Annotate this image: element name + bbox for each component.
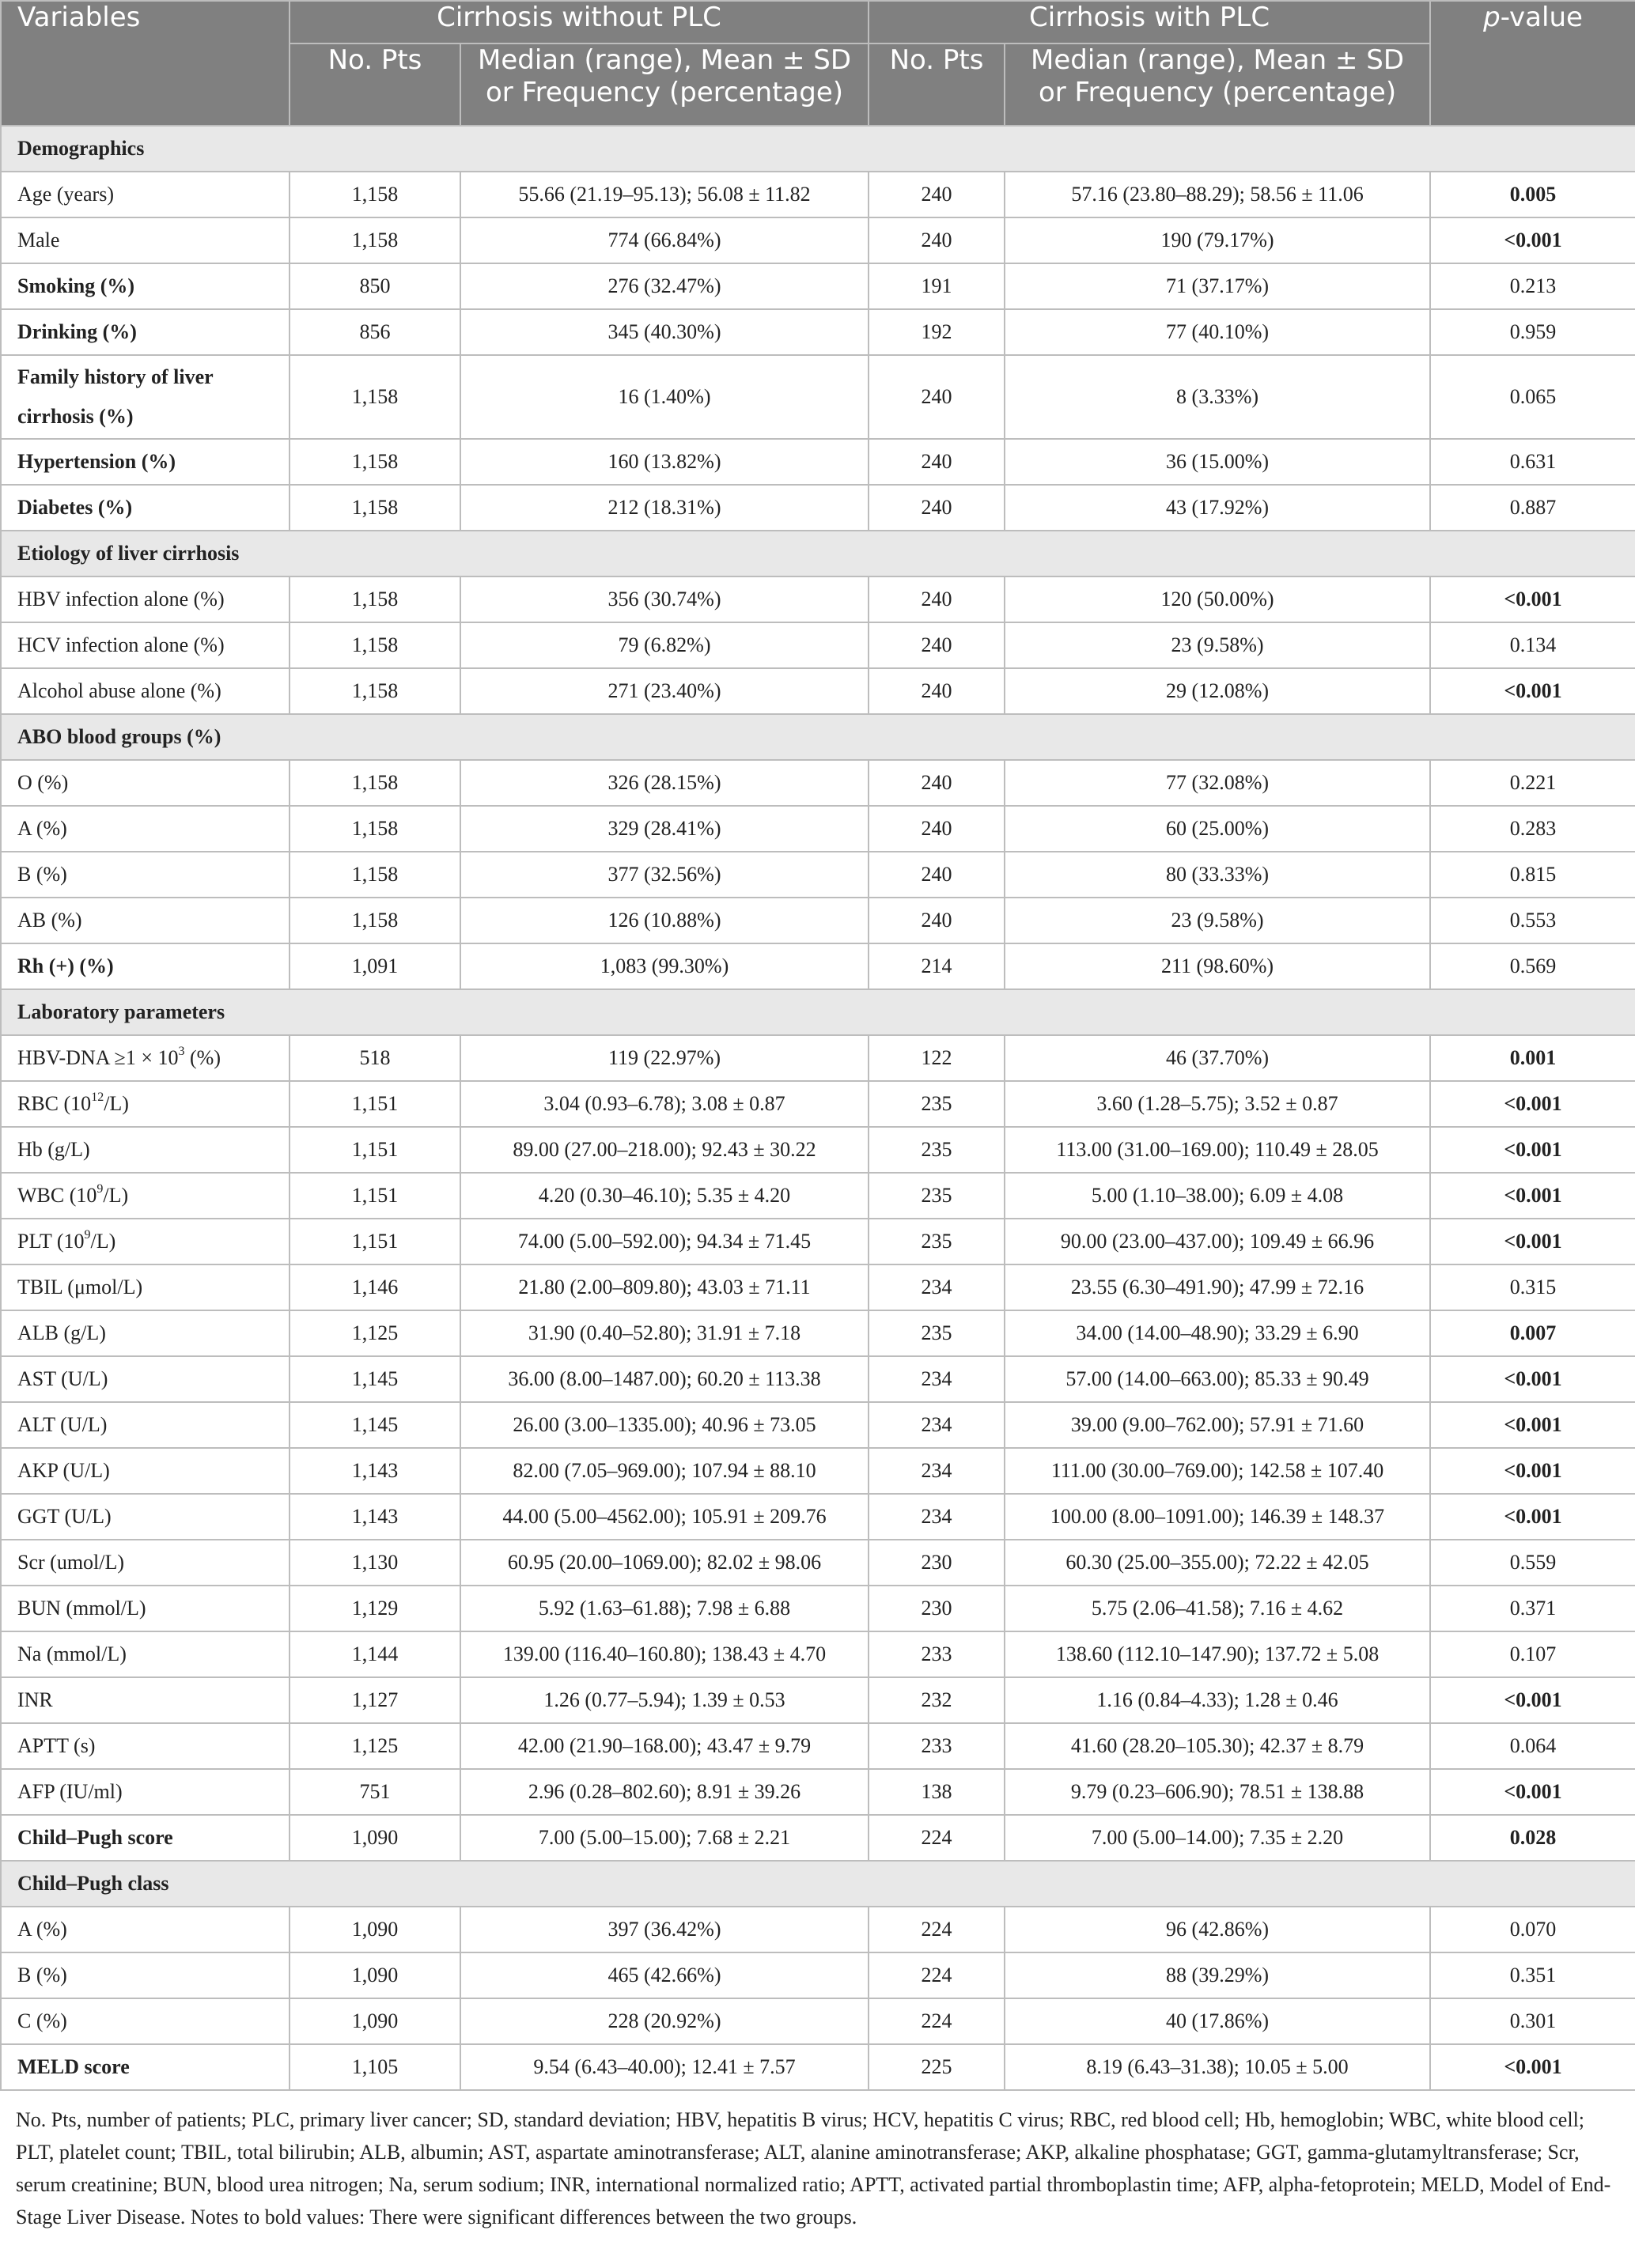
section-header-row [1, 1861, 1635, 1907]
stat-without-plc: 345 (40.30%) [460, 309, 869, 355]
p-value: 0.064 [1430, 1723, 1635, 1769]
stat-with-plc: 5.75 (2.06–41.58); 7.16 ± 4.62 [1005, 1586, 1430, 1631]
variable-label: Male [1, 217, 290, 263]
no-pts-without-plc: 1,125 [290, 1723, 460, 1769]
stat-with-plc: 46 (37.70%) [1005, 1035, 1430, 1081]
table-row [1, 1035, 1635, 1081]
stat-with-plc: 77 (40.10%) [1005, 309, 1430, 355]
stat-with-plc: 23 (9.58%) [1005, 898, 1430, 943]
stat-with-plc: 71 (37.17%) [1005, 263, 1430, 309]
variable-label: ALT (U/L) [1, 1402, 290, 1448]
no-pts-with-plc: 234 [869, 1402, 1005, 1448]
stat-without-plc: 89.00 (27.00–218.00); 92.43 ± 30.22 [460, 1127, 869, 1173]
label-superscript: 9 [84, 1228, 91, 1242]
stat-without-plc: 465 (42.66%) [460, 1952, 869, 1998]
no-pts-without-plc: 1,158 [290, 668, 460, 714]
variable-label: Hb (g/L) [1, 1127, 290, 1173]
stat-without-plc: 9.54 (6.43–40.00); 12.41 ± 7.57 [460, 2044, 869, 2090]
stat-with-plc: 60 (25.00%) [1005, 806, 1430, 852]
stat-without-plc: 60.95 (20.00–1069.00); 82.02 ± 98.06 [460, 1540, 869, 1586]
header-group-without-plc: Cirrhosis without PLC [290, 1, 869, 43]
stat-without-plc: 79 (6.82%) [460, 622, 869, 668]
no-pts-without-plc: 1,158 [290, 217, 460, 263]
stat-without-plc: 774 (66.84%) [460, 217, 869, 263]
variable-label: $HBV-DNA \ge 1 \times 10^3$ (%) [1, 1035, 290, 1081]
header-row-groups [1, 1, 1635, 43]
p-value: 0.001 [1430, 1035, 1635, 1081]
stat-without-plc: 7.00 (5.00–15.00); 7.68 ± 2.21 [460, 1815, 869, 1861]
table-row [1, 760, 1635, 806]
table-row [1, 1402, 1635, 1448]
no-pts-with-plc: 234 [869, 1356, 1005, 1402]
no-pts-without-plc: 1,129 [290, 1586, 460, 1631]
p-value: 0.959 [1430, 309, 1635, 355]
section-title: Etiology of liver cirrhosis [1, 531, 1635, 576]
variable-label: AST (U/L) [1, 1356, 290, 1402]
variable-label: O (%) [1, 760, 290, 806]
variable-label: AKP (U/L) [1, 1448, 290, 1494]
table-row [1, 263, 1635, 309]
stat-without-plc: 1,083 (99.30%) [460, 943, 869, 989]
stat-with-plc: 7.00 (5.00–14.00); 7.35 ± 2.20 [1005, 1815, 1430, 1861]
no-pts-without-plc: 1,127 [290, 1677, 460, 1723]
stat-without-plc: 212 (18.31%) [460, 485, 869, 531]
no-pts-without-plc: 1,143 [290, 1494, 460, 1540]
label-superscript: 9 [97, 1182, 104, 1196]
no-pts-with-plc: 122 [869, 1035, 1005, 1081]
stat-with-plc: 100.00 (8.00–1091.00); 146.39 ± 148.37 [1005, 1494, 1430, 1540]
p-value: 0.213 [1430, 263, 1635, 309]
stat-without-plc: 55.66 (21.19–95.13); 56.08 ± 11.82 [460, 172, 869, 217]
stat-with-plc: 211 (98.60%) [1005, 943, 1430, 989]
section-title: Demographics [1, 126, 1635, 172]
stat-without-plc: 26.00 (3.00–1335.00); 40.96 ± 73.05 [460, 1402, 869, 1448]
no-pts-without-plc: 1,143 [290, 1448, 460, 1494]
table-row [1, 172, 1635, 217]
no-pts-without-plc: 1,130 [290, 1540, 460, 1586]
p-value: 0.569 [1430, 943, 1635, 989]
p-value: 0.559 [1430, 1540, 1635, 1586]
no-pts-without-plc: 1,158 [290, 852, 460, 898]
stat-without-plc: 160 (13.82%) [460, 439, 869, 485]
label-superscript: 12 [91, 1091, 104, 1105]
table-row [1, 1586, 1635, 1631]
variable-label: HBV infection alone (%) [1, 576, 290, 622]
stat-without-plc: 82.00 (7.05–969.00); 107.94 ± 88.10 [460, 1448, 869, 1494]
no-pts-with-plc: 240 [869, 172, 1005, 217]
variable-label: Hypertension (%) [1, 439, 290, 485]
p-value: 0.221 [1430, 760, 1635, 806]
variable-label: AFP (IU/ml) [1, 1769, 290, 1815]
no-pts-without-plc: 1,158 [290, 806, 460, 852]
stat-without-plc: 377 (32.56%) [460, 852, 869, 898]
table-row [1, 1723, 1635, 1769]
table-row [1, 1631, 1635, 1677]
no-pts-without-plc: 1,158 [290, 760, 460, 806]
no-pts-with-plc: 235 [869, 1127, 1005, 1173]
table-row [1, 898, 1635, 943]
p-value: <0.001 [1430, 1127, 1635, 1173]
no-pts-with-plc: 230 [869, 1586, 1005, 1631]
stat-without-plc: 16 (1.40%) [460, 355, 869, 439]
no-pts-without-plc: 1,145 [290, 1356, 460, 1402]
no-pts-with-plc: 240 [869, 898, 1005, 943]
p-value: 0.107 [1430, 1631, 1635, 1677]
stat-with-plc: 39.00 (9.00–762.00); 57.91 ± 71.60 [1005, 1402, 1430, 1448]
p-value: 0.553 [1430, 898, 1635, 943]
table-row [1, 943, 1635, 989]
no-pts-with-plc: 224 [869, 1998, 1005, 2044]
variable-label: WBC $(10^9/L)$ [1, 1173, 290, 1219]
table-body [1, 126, 1635, 2090]
p-value: <0.001 [1430, 1677, 1635, 1723]
table-row [1, 1356, 1635, 1402]
p-value: 0.028 [1430, 1815, 1635, 1861]
stat-without-plc: 5.92 (1.63–61.88); 7.98 ± 6.88 [460, 1586, 869, 1631]
no-pts-without-plc: 1,090 [290, 1815, 460, 1861]
p-value: <0.001 [1430, 668, 1635, 714]
variable-label: B (%) [1, 1952, 290, 1998]
p-value: 0.007 [1430, 1310, 1635, 1356]
section-title: Laboratory parameters [1, 989, 1635, 1035]
no-pts-without-plc: 1,158 [290, 485, 460, 531]
header-no-pts-1: No. Pts [290, 43, 460, 126]
stat-with-plc: 29 (12.08%) [1005, 668, 1430, 714]
no-pts-with-plc: 240 [869, 439, 1005, 485]
header-group-with-plc: Cirrhosis with PLC [869, 1, 1430, 43]
table-row [1, 1815, 1635, 1861]
table-row [1, 1310, 1635, 1356]
table-row [1, 1081, 1635, 1127]
variable-label: Rh (+) (%) [1, 943, 290, 989]
no-pts-with-plc: 240 [869, 852, 1005, 898]
table-row [1, 1264, 1635, 1310]
no-pts-with-plc: 234 [869, 1448, 1005, 1494]
p-value: <0.001 [1430, 1769, 1635, 1815]
table-row [1, 217, 1635, 263]
p-value: <0.001 [1430, 2044, 1635, 2090]
no-pts-without-plc: 1,091 [290, 943, 460, 989]
variable-label: B (%) [1, 852, 290, 898]
table-row [1, 485, 1635, 531]
no-pts-without-plc: 1,151 [290, 1173, 460, 1219]
table-row [1, 1769, 1635, 1815]
stat-without-plc: 42.00 (21.90–168.00); 43.47 ± 9.79 [460, 1723, 869, 1769]
no-pts-without-plc: 1,090 [290, 1998, 460, 2044]
stat-with-plc: 90.00 (23.00–437.00); 109.49 ± 66.96 [1005, 1219, 1430, 1264]
stat-with-plc: 5.00 (1.10–38.00); 6.09 ± 4.08 [1005, 1173, 1430, 1219]
no-pts-without-plc: 1,145 [290, 1402, 460, 1448]
table-row [1, 576, 1635, 622]
stat-with-plc: 43 (17.92%) [1005, 485, 1430, 531]
stat-without-plc: 21.80 (2.00–809.80); 43.03 ± 71.11 [460, 1264, 869, 1310]
stat-without-plc: 119 (22.97%) [460, 1035, 869, 1081]
p-value: <0.001 [1430, 1081, 1635, 1127]
no-pts-with-plc: 240 [869, 355, 1005, 439]
p-value: 0.301 [1430, 1998, 1635, 2044]
section-header-row [1, 714, 1635, 760]
no-pts-without-plc: 1,158 [290, 172, 460, 217]
stat-without-plc: 2.96 (0.28–802.60); 8.91 ± 39.26 [460, 1769, 869, 1815]
table-row [1, 1952, 1635, 1998]
no-pts-with-plc: 138 [869, 1769, 1005, 1815]
table-row [1, 355, 1635, 439]
variable-label: ALB (g/L) [1, 1310, 290, 1356]
no-pts-with-plc: 191 [869, 263, 1005, 309]
stat-with-plc: 34.00 (14.00–48.90); 33.29 ± 6.90 [1005, 1310, 1430, 1356]
stat-without-plc: 326 (28.15%) [460, 760, 869, 806]
section-header-row [1, 126, 1635, 172]
variable-label: Alcohol abuse alone (%) [1, 668, 290, 714]
no-pts-with-plc: 224 [869, 1815, 1005, 1861]
p-value: <0.001 [1430, 1494, 1635, 1540]
table-row [1, 668, 1635, 714]
variable-label: GGT (U/L) [1, 1494, 290, 1540]
table-row [1, 2044, 1635, 2090]
variable-label: Diabetes (%) [1, 485, 290, 531]
stat-without-plc: 44.00 (5.00–4562.00); 105.91 ± 209.76 [460, 1494, 869, 1540]
stat-with-plc: 88 (39.29%) [1005, 1952, 1430, 1998]
no-pts-without-plc: 1,151 [290, 1127, 460, 1173]
no-pts-without-plc: 1,090 [290, 1952, 460, 1998]
no-pts-with-plc: 232 [869, 1677, 1005, 1723]
stat-with-plc: 8.19 (6.43–31.38); 10.05 ± 5.00 [1005, 2044, 1430, 2090]
stat-without-plc: 271 (23.40%) [460, 668, 869, 714]
stat-without-plc: 356 (30.74%) [460, 576, 869, 622]
stat-with-plc: 9.79 (0.23–606.90); 78.51 ± 138.88 [1005, 1769, 1430, 1815]
stat-without-plc: 397 (36.42%) [460, 1907, 869, 1952]
p-value: <0.001 [1430, 1173, 1635, 1219]
stat-with-plc: 190 (79.17%) [1005, 217, 1430, 263]
no-pts-without-plc: 850 [290, 263, 460, 309]
header-pvalue-p: p [1483, 2, 1501, 33]
p-value: 0.134 [1430, 622, 1635, 668]
no-pts-with-plc: 240 [869, 576, 1005, 622]
variable-label: Scr (umol/L) [1, 1540, 290, 1586]
variable-label: PLT $(10^9/L)$ [1, 1219, 290, 1264]
variable-label: A (%) [1, 806, 290, 852]
p-value: <0.001 [1430, 576, 1635, 622]
variable-label: Na (mmol/L) [1, 1631, 290, 1677]
table-row [1, 1219, 1635, 1264]
no-pts-with-plc: 234 [869, 1264, 1005, 1310]
stat-without-plc: 31.90 (0.40–52.80); 31.91 ± 7.18 [460, 1310, 869, 1356]
no-pts-without-plc: 1,144 [290, 1631, 460, 1677]
section-header-row [1, 531, 1635, 576]
no-pts-without-plc: 751 [290, 1769, 460, 1815]
table-row [1, 1677, 1635, 1723]
stat-without-plc: 126 (10.88%) [460, 898, 869, 943]
table-header [1, 1, 1635, 126]
stat-with-plc: 120 (50.00%) [1005, 576, 1430, 622]
no-pts-without-plc: 1,146 [290, 1264, 460, 1310]
stat-with-plc: 111.00 (30.00–769.00); 142.58 ± 107.40 [1005, 1448, 1430, 1494]
header-stat-1: Median (range), Mean ± SD or Frequency (percentage) [460, 43, 869, 126]
p-value: 0.815 [1430, 852, 1635, 898]
variable-label: RBC $(10^{12}/L)$ [1, 1081, 290, 1127]
no-pts-with-plc: 230 [869, 1540, 1005, 1586]
stat-without-plc: 36.00 (8.00–1487.00); 60.20 ± 113.38 [460, 1356, 869, 1402]
p-value: 0.070 [1430, 1907, 1635, 1952]
variable-label: Child–Pugh score [1, 1815, 290, 1861]
no-pts-without-plc: 1,158 [290, 576, 460, 622]
stat-without-plc: 4.20 (0.30–46.10); 5.35 ± 4.20 [460, 1173, 869, 1219]
no-pts-with-plc: 235 [869, 1173, 1005, 1219]
no-pts-without-plc: 1,090 [290, 1907, 460, 1952]
p-value: 0.887 [1430, 485, 1635, 531]
p-value: 0.631 [1430, 439, 1635, 485]
p-value: 0.065 [1430, 355, 1635, 439]
variable-label: HCV infection alone (%) [1, 622, 290, 668]
stat-without-plc: 139.00 (116.40–160.80); 138.43 ± 4.70 [460, 1631, 869, 1677]
variable-label: BUN (mmol/L) [1, 1586, 290, 1631]
p-value: <0.001 [1430, 217, 1635, 263]
no-pts-with-plc: 214 [869, 943, 1005, 989]
table-row [1, 1127, 1635, 1173]
stat-with-plc: 23.55 (6.30–491.90); 47.99 ± 72.16 [1005, 1264, 1430, 1310]
p-value: <0.001 [1430, 1402, 1635, 1448]
p-value: <0.001 [1430, 1356, 1635, 1402]
header-pvalue [1430, 1, 1635, 126]
no-pts-without-plc: 1,158 [290, 355, 460, 439]
p-value: 0.315 [1430, 1264, 1635, 1310]
stat-with-plc: 57.00 (14.00–663.00); 85.33 ± 90.49 [1005, 1356, 1430, 1402]
variable-label: MELD score [1, 2044, 290, 2090]
p-value: 0.005 [1430, 172, 1635, 217]
table-row [1, 1907, 1635, 1952]
stat-without-plc: 74.00 (5.00–592.00); 94.34 ± 71.45 [460, 1219, 869, 1264]
no-pts-with-plc: 224 [869, 1952, 1005, 1998]
no-pts-with-plc: 235 [869, 1219, 1005, 1264]
stat-with-plc: 80 (33.33%) [1005, 852, 1430, 898]
no-pts-without-plc: 856 [290, 309, 460, 355]
no-pts-without-plc: 518 [290, 1035, 460, 1081]
variable-label: TBIL (μmol/L) [1, 1264, 290, 1310]
stat-with-plc: 138.60 (112.10–147.90); 137.72 ± 5.08 [1005, 1631, 1430, 1677]
no-pts-with-plc: 233 [869, 1723, 1005, 1769]
stat-with-plc: 23 (9.58%) [1005, 622, 1430, 668]
stat-with-plc: 3.60 (1.28–5.75); 3.52 ± 0.87 [1005, 1081, 1430, 1127]
stat-with-plc: 57.16 (23.80–88.29); 58.56 ± 11.06 [1005, 172, 1430, 217]
stat-without-plc: 3.04 (0.93–6.78); 3.08 ± 0.87 [460, 1081, 869, 1127]
stat-with-plc: 40 (17.86%) [1005, 1998, 1430, 2044]
stat-without-plc: 1.26 (0.77–5.94); 1.39 ± 0.53 [460, 1677, 869, 1723]
stat-with-plc: 96 (42.86%) [1005, 1907, 1430, 1952]
header-stat-2: Median (range), Mean ± SD or Frequency (percentage) [1005, 43, 1430, 126]
p-value: 0.283 [1430, 806, 1635, 852]
no-pts-without-plc: 1,158 [290, 622, 460, 668]
no-pts-with-plc: 240 [869, 485, 1005, 531]
variable-label: Age (years) [1, 172, 290, 217]
variable-label: AB (%) [1, 898, 290, 943]
no-pts-without-plc: 1,151 [290, 1081, 460, 1127]
p-value: 0.351 [1430, 1952, 1635, 1998]
table-row [1, 309, 1635, 355]
no-pts-with-plc: 240 [869, 806, 1005, 852]
table-row [1, 1540, 1635, 1586]
table-row [1, 439, 1635, 485]
no-pts-with-plc: 240 [869, 217, 1005, 263]
stat-with-plc: 36 (15.00%) [1005, 439, 1430, 485]
no-pts-with-plc: 225 [869, 2044, 1005, 2090]
variable-label: Smoking (%) [1, 263, 290, 309]
table-row [1, 806, 1635, 852]
table-footnote: No. Pts, number of patients; PLC, primary liver cancer; SD, standard deviation; HBV, hepatitis B virus; HCV, hepatitis C virus; RBC, red blood cell; Hb, hemoglobin; WBC, white blood cell; PLT, platelet count; TBIL, total bilirubin; ALB, albumin; AST, aspartate aminotransferase; ALT, alanine aminotransferase; AKP, alkaline phosphatase; GGT, gamma-glutamyltransferase; Scr, serum creatinine; BUN, blood urea nitrogen; Na, serum sodium; INR, international normalized ratio; APTT, activated partial thromboplastin time; AFP, alpha-fetoprotein; MELD, Model of End-Stage Liver Disease. Notes to bold values: There were significant differences between the two groups. [16, 2108, 1611, 2228]
no-pts-with-plc: 234 [869, 1494, 1005, 1540]
no-pts-without-plc: 1,105 [290, 2044, 460, 2090]
no-pts-with-plc: 240 [869, 668, 1005, 714]
no-pts-with-plc: 192 [869, 309, 1005, 355]
stat-with-plc: 77 (32.08%) [1005, 760, 1430, 806]
p-value: <0.001 [1430, 1219, 1635, 1264]
header-pvalue-suffix: -value [1500, 2, 1583, 33]
section-title: Child–Pugh class [1, 1861, 1635, 1907]
section-title: ABO blood groups (%) [1, 714, 1635, 760]
table-row [1, 622, 1635, 668]
stat-with-plc: 113.00 (31.00–169.00); 110.49 ± 28.05 [1005, 1127, 1430, 1173]
stat-with-plc: 1.16 (0.84–4.33); 1.28 ± 0.46 [1005, 1677, 1430, 1723]
table-row [1, 1494, 1635, 1540]
variable-label: APTT (s) [1, 1723, 290, 1769]
stat-without-plc: 228 (20.92%) [460, 1998, 869, 2044]
header-no-pts-2: No. Pts [869, 43, 1005, 126]
no-pts-with-plc: 235 [869, 1081, 1005, 1127]
variable-label: A (%) [1, 1907, 290, 1952]
no-pts-without-plc: 1,125 [290, 1310, 460, 1356]
no-pts-with-plc: 240 [869, 622, 1005, 668]
no-pts-with-plc: 235 [869, 1310, 1005, 1356]
no-pts-without-plc: 1,158 [290, 439, 460, 485]
variable-label: Family history of liver cirrhosis (%) [1, 355, 290, 439]
variable-label: C (%) [1, 1998, 290, 2044]
section-header-row [1, 989, 1635, 1035]
no-pts-without-plc: 1,158 [290, 898, 460, 943]
table-row [1, 1173, 1635, 1219]
variable-label: INR [1, 1677, 290, 1723]
no-pts-with-plc: 233 [869, 1631, 1005, 1677]
stat-without-plc: 276 (32.47%) [460, 263, 869, 309]
stat-with-plc: 60.30 (25.00–355.00); 72.22 ± 42.05 [1005, 1540, 1430, 1586]
p-value: 0.371 [1430, 1586, 1635, 1631]
stat-with-plc: 8 (3.33%) [1005, 355, 1430, 439]
variable-label: Drinking (%) [1, 309, 290, 355]
no-pts-with-plc: 224 [869, 1907, 1005, 1952]
stat-without-plc: 329 (28.41%) [460, 806, 869, 852]
no-pts-with-plc: 240 [869, 760, 1005, 806]
table-row [1, 1998, 1635, 2044]
label-superscript: 3 [178, 1045, 185, 1059]
no-pts-without-plc: 1,151 [290, 1219, 460, 1264]
table-row [1, 852, 1635, 898]
header-variables: Variables [1, 1, 290, 126]
p-value: <0.001 [1430, 1448, 1635, 1494]
stat-with-plc: 41.60 (28.20–105.30); 42.37 ± 8.79 [1005, 1723, 1430, 1769]
table-row [1, 1448, 1635, 1494]
